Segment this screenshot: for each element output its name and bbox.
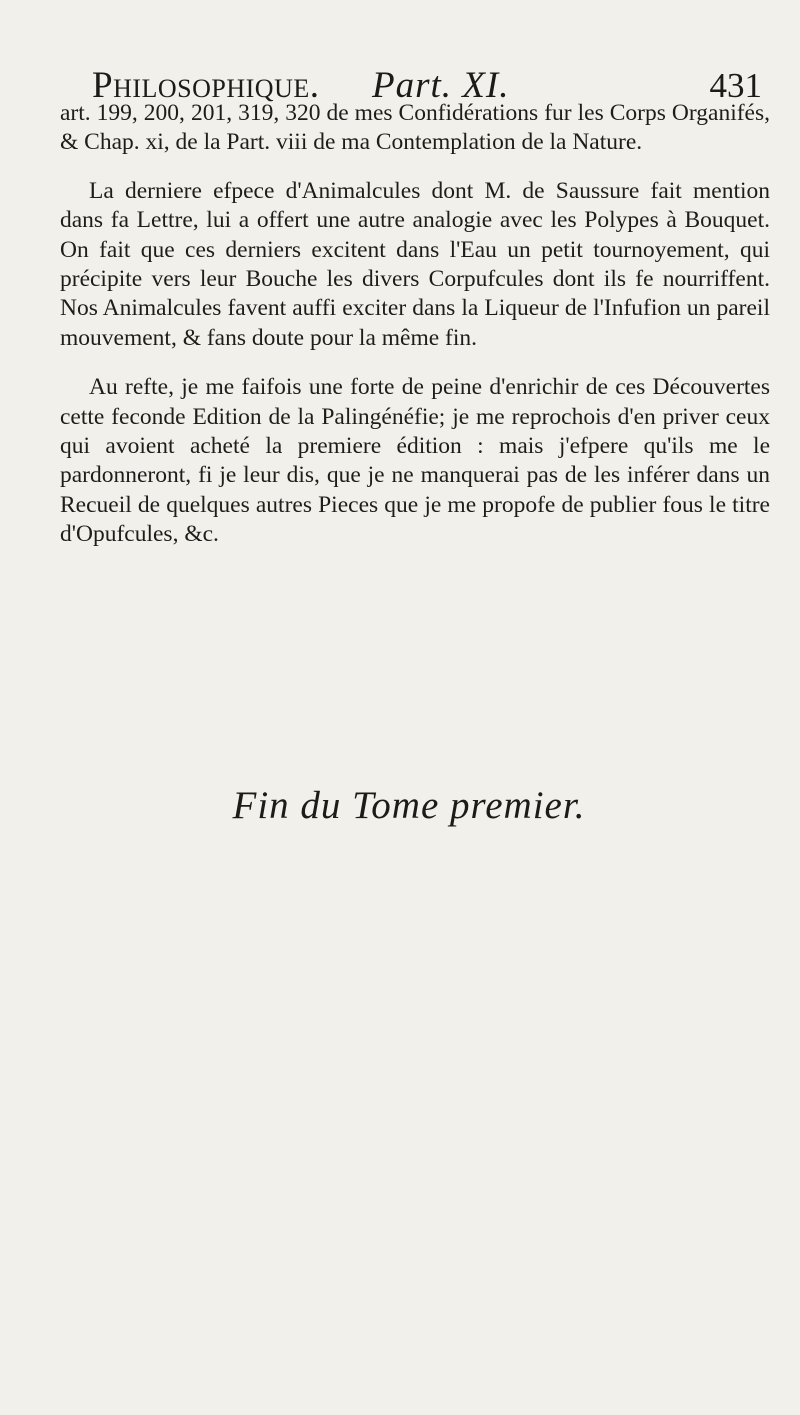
body-text [60, 99, 770, 550]
part-label: Part. XI. [372, 65, 510, 106]
paragraph-continued: art. 199, 200, 201, 319, 320 de mes Confidérations fur les Corps Organifés, & Chap. xi, de la Part. viii de ma Contemplation de la Nature. [60, 100, 770, 156]
paragraph-animalcules: La derniere efpece d'Animalcules dont M. de Saussure fait mention dans fa Lettre, lui a offert une autre analogie avec les Polypes à Bouquet. On fait que ces derniers excitent dans l'Eau un petit tournoyement, qui précipite vers leur Bouche les divers Corpufcules dont ils fe nourriffent. Nos Animalcules favent auffi exciter dans la Liqueur de l'Infufion un pareil mouvement, & fans doute pour la même fin. [60, 177, 770, 351]
running-title: Philosophique. [92, 65, 320, 106]
paragraph-au-reste: Au refte, je me faifois une forte de peine d'enrichir de ces Découvertes cette feconde Edition de la Palingénéfie; je me reprochois d'en priver ceux qui avoient acheté la premiere édition : mais j'efpere qu'ils me le pardonneront, fi je leur dis, que je ne manquerai pas de les inférer dans un Recueil de quelques autres Pieces que je me propofe de publier fous le titre d'Opufcules, &c. [60, 374, 770, 548]
end-of-volume-note: Fin du Tome premier. [232, 784, 586, 827]
page-number: 431 [709, 66, 762, 105]
